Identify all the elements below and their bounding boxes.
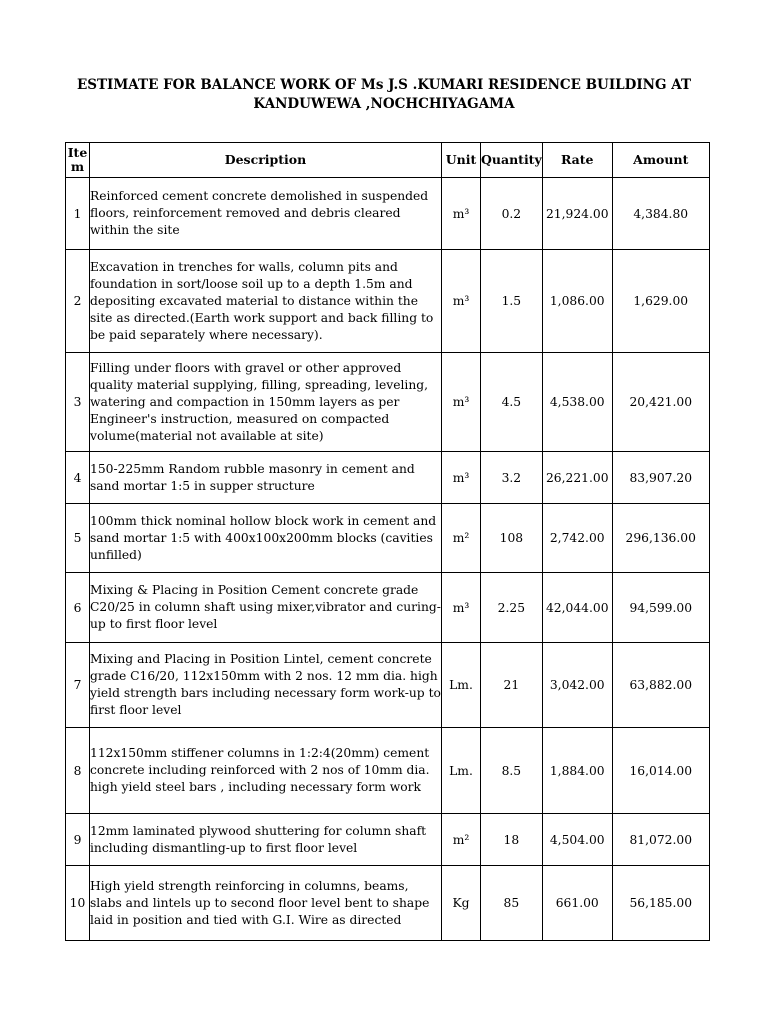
item-unit: Kg [442, 866, 481, 941]
item-rate: 2,742.00 [542, 504, 612, 573]
item-amount: 81,072.00 [612, 814, 709, 866]
item-unit: Lm. [442, 643, 481, 728]
item-quantity: 108 [481, 504, 543, 573]
item-quantity: 21 [481, 643, 543, 728]
title-line-1: ESTIMATE FOR BALANCE WORK OF Ms J.S .KUMARI RESIDENCE BUILDING AT [76, 77, 692, 93]
item-amount: 56,185.00 [612, 866, 709, 941]
table-row [66, 250, 710, 353]
table-row [66, 452, 710, 504]
estimate-table [65, 142, 710, 941]
item-rate: 26,221.00 [542, 452, 612, 504]
item-rate: 1,086.00 [542, 250, 612, 353]
item-amount: 16,014.00 [612, 728, 709, 814]
item-unit: m² [442, 814, 481, 866]
item-rate: 3,042.00 [542, 643, 612, 728]
item-unit: m³ [442, 250, 481, 353]
header-amount: Amount [612, 143, 709, 178]
table-header-row [66, 143, 710, 178]
item-description: Mixing & Placing in Position Cement concrete grade C20/25 in column shaft using mixer,vibrator and curing-up to first floor level [90, 573, 442, 643]
item-number: 1 [66, 178, 90, 250]
item-number: 8 [66, 728, 90, 814]
item-description: 12mm laminated plywood shuttering for column shaft including dismantling-up to first floor level [90, 814, 442, 866]
item-quantity: 1.5 [481, 250, 543, 353]
item-amount: 4,384.80 [612, 178, 709, 250]
item-description: 150-225mm Random rubble masonry in cement and sand mortar 1:5 in supper structure [90, 452, 442, 504]
item-description: Mixing and Placing in Position Lintel, cement concrete grade C16/20, 112x150mm with 2 nos. 12 mm dia. high yield strength bars including necessary form work-up to first floor level [90, 643, 442, 728]
header-rate: Rate [542, 143, 612, 178]
table-row [66, 573, 710, 643]
table-row [66, 728, 710, 814]
header-item: Item [66, 143, 90, 178]
item-unit: m³ [442, 573, 481, 643]
item-rate: 21,924.00 [542, 178, 612, 250]
item-rate: 4,504.00 [542, 814, 612, 866]
title-line-2: KANDUWEWA ,NOCHCHIYAGAMA [253, 96, 515, 112]
table-row [66, 504, 710, 573]
item-unit: m³ [442, 353, 481, 452]
item-number: 6 [66, 573, 90, 643]
item-number: 3 [66, 353, 90, 452]
item-rate: 42,044.00 [542, 573, 612, 643]
item-rate: 661.00 [542, 866, 612, 941]
item-description: High yield strength reinforcing in columns, beams, slabs and lintels up to second floor level bent to shape laid in position and tied with G.I. Wire as directed [90, 866, 442, 941]
table-row [66, 178, 710, 250]
item-description: Excavation in trenches for walls, column pits and foundation in sort/loose soil up to a depth 1.5m and depositing excavated material to distance within the site as directed.(Earth work support and back filling to be paid separately where necessary). [90, 250, 442, 353]
item-number: 2 [66, 250, 90, 353]
item-description: Reinforced cement concrete demolished in suspended floors, reinforcement removed and debris cleared within the site [90, 178, 442, 250]
item-amount: 296,136.00 [612, 504, 709, 573]
item-quantity: 2.25 [481, 573, 543, 643]
item-rate: 1,884.00 [542, 728, 612, 814]
item-unit: m³ [442, 178, 481, 250]
item-number: 10 [66, 866, 90, 941]
item-quantity: 85 [481, 866, 543, 941]
item-number: 7 [66, 643, 90, 728]
item-quantity: 0.2 [481, 178, 543, 250]
item-number: 4 [66, 452, 90, 504]
item-quantity: 8.5 [481, 728, 543, 814]
item-quantity: 3.2 [481, 452, 543, 504]
item-description: 100mm thick nominal hollow block work in cement and sand mortar 1:5 with 400x100x200mm blocks (cavities unfilled) [90, 504, 442, 573]
header-unit: Unit [442, 143, 481, 178]
header-description: Description [90, 143, 442, 178]
table-row [66, 643, 710, 728]
item-description: Filling under floors with gravel or other approved quality material supplying, filling, spreading, leveling, watering and compaction in 150mm layers as per Engineer's instruction, measured on compacted volume(material not available at site) [90, 353, 442, 452]
item-number: 5 [66, 504, 90, 573]
table-row [66, 814, 710, 866]
item-unit: m² [442, 504, 481, 573]
header-quantity: Quantity [481, 143, 543, 178]
table-row [66, 353, 710, 452]
item-description: 112x150mm stiffener columns in 1:2:4(20mm) cement concrete including reinforced with 2 nos of 10mm dia. high yield steel bars , including necessary form work [90, 728, 442, 814]
item-amount: 1,629.00 [612, 250, 709, 353]
item-number: 9 [66, 814, 90, 866]
item-quantity: 18 [481, 814, 543, 866]
item-quantity: 4.5 [481, 353, 543, 452]
item-amount: 94,599.00 [612, 573, 709, 643]
item-unit: Lm. [442, 728, 481, 814]
item-amount: 83,907.20 [612, 452, 709, 504]
item-amount: 20,421.00 [612, 353, 709, 452]
item-unit: m³ [442, 452, 481, 504]
item-rate: 4,538.00 [542, 353, 612, 452]
item-amount: 63,882.00 [612, 643, 709, 728]
document-title [0, 76, 768, 114]
table-row [66, 866, 710, 941]
